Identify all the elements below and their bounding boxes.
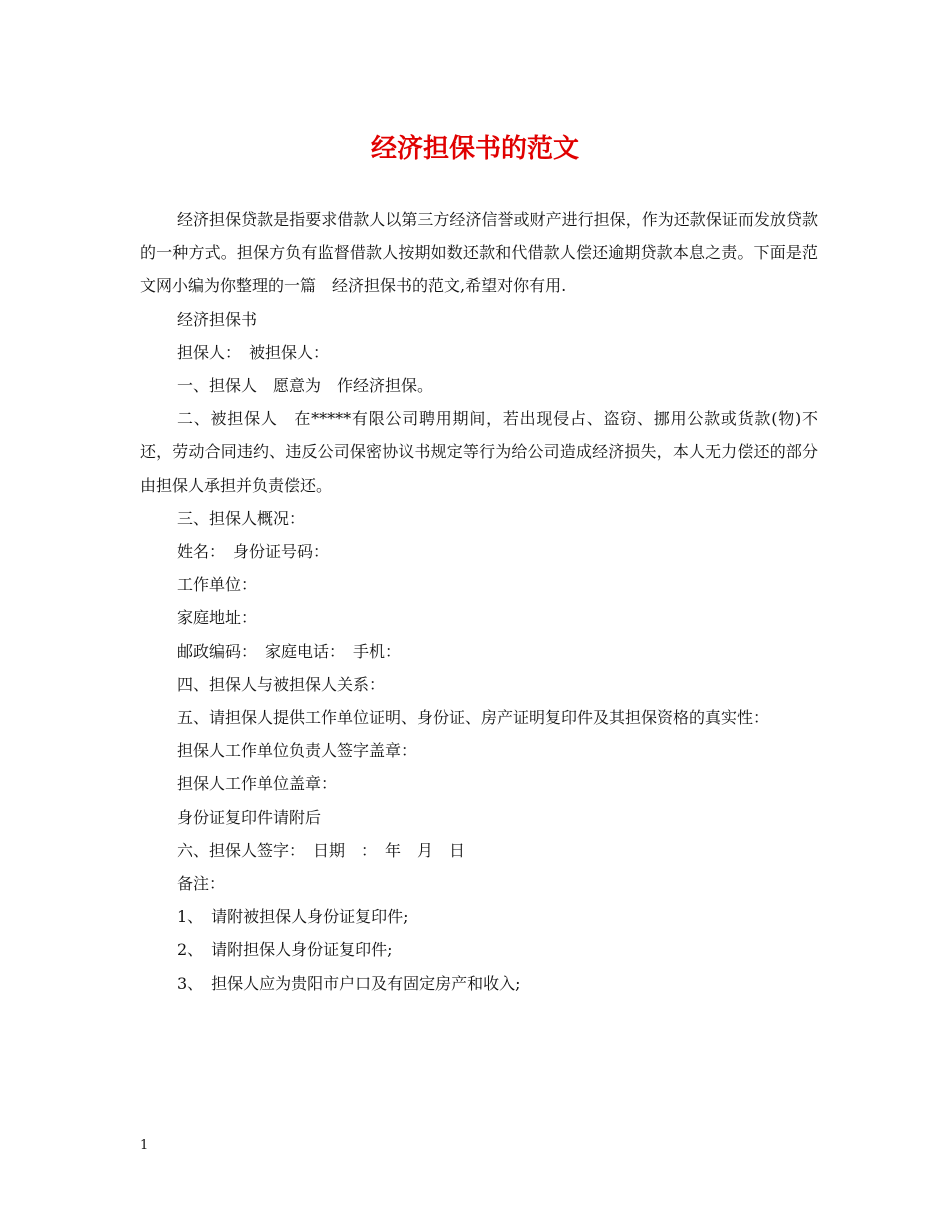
clause-2: 二、被担保人 在*****有限公司聘用期间，若出现侵占、盗窃、挪用公款或货款(物)不还，劳动合同违约、违反公司保密协议书规定等行为给公司造成经济损失，本人无力偿还的部分由担保人承担并负责偿还。: [140, 409, 818, 495]
clause-1: 一、担保人 愿意为 作经济担保。: [177, 376, 434, 396]
page-number: 1: [140, 1138, 149, 1153]
clause-3-heading: 三、担保人概况：: [177, 508, 306, 528]
intro-paragraph: 经济担保贷款是指要求借款人以第三方经济信誉或财产进行担保，作为还款保证而发放贷款的一种方式。担保方负有监督借款人按期如数还款和代借款人偿还逾期贷款本息之责。下面是范文网小编为你整理的一篇 经济担保书的范文,希望对你有用.: [140, 210, 818, 296]
remark-item-1: 1、 请附被担保人身份证复印件;: [177, 907, 409, 927]
remarks-heading: 备注：: [177, 874, 226, 894]
field-name-id: 姓名： 身份证号码：: [177, 542, 330, 562]
field-contact: 邮政编码： 家庭电话： 手机：: [177, 641, 402, 661]
field-home-address: 家庭地址：: [177, 608, 258, 628]
clause-6-signature-date: 六、担保人签字： 日期 ： 年 月 日: [177, 840, 466, 860]
remark-item-3: 3、 担保人应为贵阳市户口及有固定房产和收入;: [177, 973, 521, 993]
heading-guarantee-letter: 经济担保书: [177, 309, 258, 329]
field-work-unit: 工作单位：: [177, 575, 258, 595]
document-body: [140, 203, 818, 1000]
document-title: 经济担保书的范文: [370, 134, 579, 164]
remark-item-2: 2、 请附担保人身份证复印件;: [177, 940, 393, 960]
clause-5: 五、请担保人提供工作单位证明、身份证、房产证明复印件及其担保资格的真实性：: [177, 708, 770, 728]
parties-line: 担保人： 被担保人：: [177, 342, 330, 362]
field-unit-seal: 担保人工作单位盖章：: [177, 774, 338, 794]
clause-4: 四、担保人与被担保人关系：: [177, 674, 386, 694]
id-copy-note: 身份证复印件请附后: [177, 807, 322, 827]
field-unit-head-signature: 担保人工作单位负责人签字盖章：: [177, 741, 418, 761]
